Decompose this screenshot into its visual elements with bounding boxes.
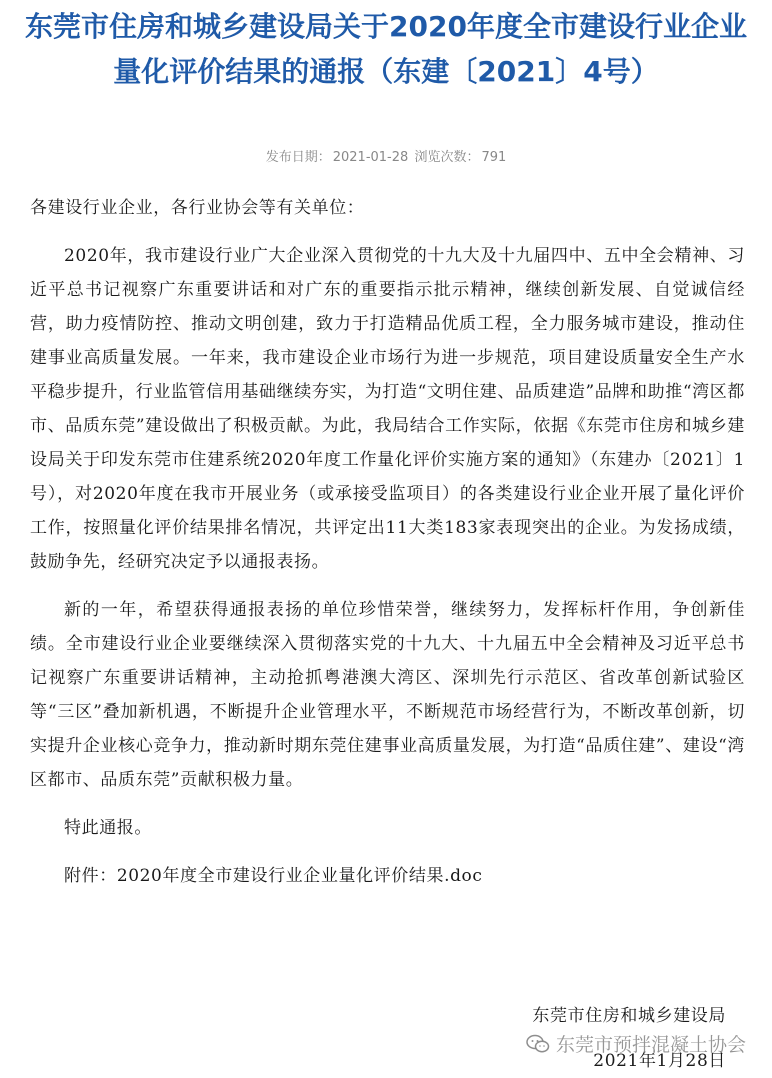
publish-date: 2021-01-28	[332, 150, 409, 165]
publish-date-label: 发布日期：	[265, 150, 331, 165]
attachment-link[interactable]: 2020年度全市建设行业企业量化评价结果.doc	[116, 866, 483, 886]
document-date: 2021年1月28日	[593, 1051, 726, 1071]
view-count: 791	[481, 150, 507, 165]
paragraph-1: 2020年，我市建设行业广大企业深入贯彻党的十九大及十九届四中、五中全会精神、习近平总书记视察广东重要讲话和对广东的重要指示批示精神，继续创新发展、自觉诚信经营，助力疫情防控、推动文明创建，致力于打造精品优质工程，全力服务城市建设，推动住建事业高质量发展。一年来，我市建设企业市场行为进一步规范，项目建设质量安全生产水平稳步提升，行业监管信用基础继续夯实，为打造“文明住建、品质建造”品牌和助推“湾区都市、品质东莞”建设做出了积极贡献。为此，我局结合工作实际，依据《东莞市住房和城乡建设局关于印发东莞市住建系统2020年度工作量化评价实施方案的通知》（东建办〔2021〕1号），对2020年度在我市开展业务（或承接受监项目）的各类建设行业企业开展了量化评价工作，按照量化评价结果排名情况，共评定出11大类183家表现突出的企业。为发扬成绩，鼓励争先，经研究决定予以通报表扬。	[30, 246, 745, 572]
paragraph-2: 新的一年，希望获得通报表扬的单位珍惜荣誉，继续努力，发挥标杆作用，争创新佳绩。全市建设行业企业要继续深入贯彻落实党的十九大、十九届五中全会精神及习近平总书记视察广东重要讲话精神，主动抢抓粤港澳大湾区、深圳先行示范区、省改革创新试验区等“三区”叠加新机遇，不断提升企业管理水平，不断规范市场经营行为，不断改革创新，切实提升企业核心竞争力，推动新时期东莞住建事业高质量发展，为打造“品质住建”、建设“湾区都市、品质东莞”贡献积极力量。	[30, 600, 745, 790]
closing-text: 特此通报。	[64, 818, 152, 838]
article-body	[30, 191, 745, 907]
wechat-icon	[526, 1034, 550, 1054]
salutation: 各建设行业企业，各行业协会等有关单位：	[30, 198, 365, 218]
signature: 东莞市住房和城乡建设局	[532, 1006, 726, 1026]
watermark-text: 东莞市预拌混凝土协会	[556, 1034, 747, 1056]
wechat-watermark	[526, 1030, 746, 1057]
publish-meta	[0, 146, 772, 165]
view-count-label: 浏览次数：	[414, 150, 480, 165]
attachment-label: 附件：	[64, 866, 117, 886]
attachment-line	[30, 859, 745, 893]
page-title: 东莞市住房和城乡建设局关于2020年度全市建设行业企业量化评价结果的通报（东建〔2021〕4号）	[25, 10, 747, 88]
